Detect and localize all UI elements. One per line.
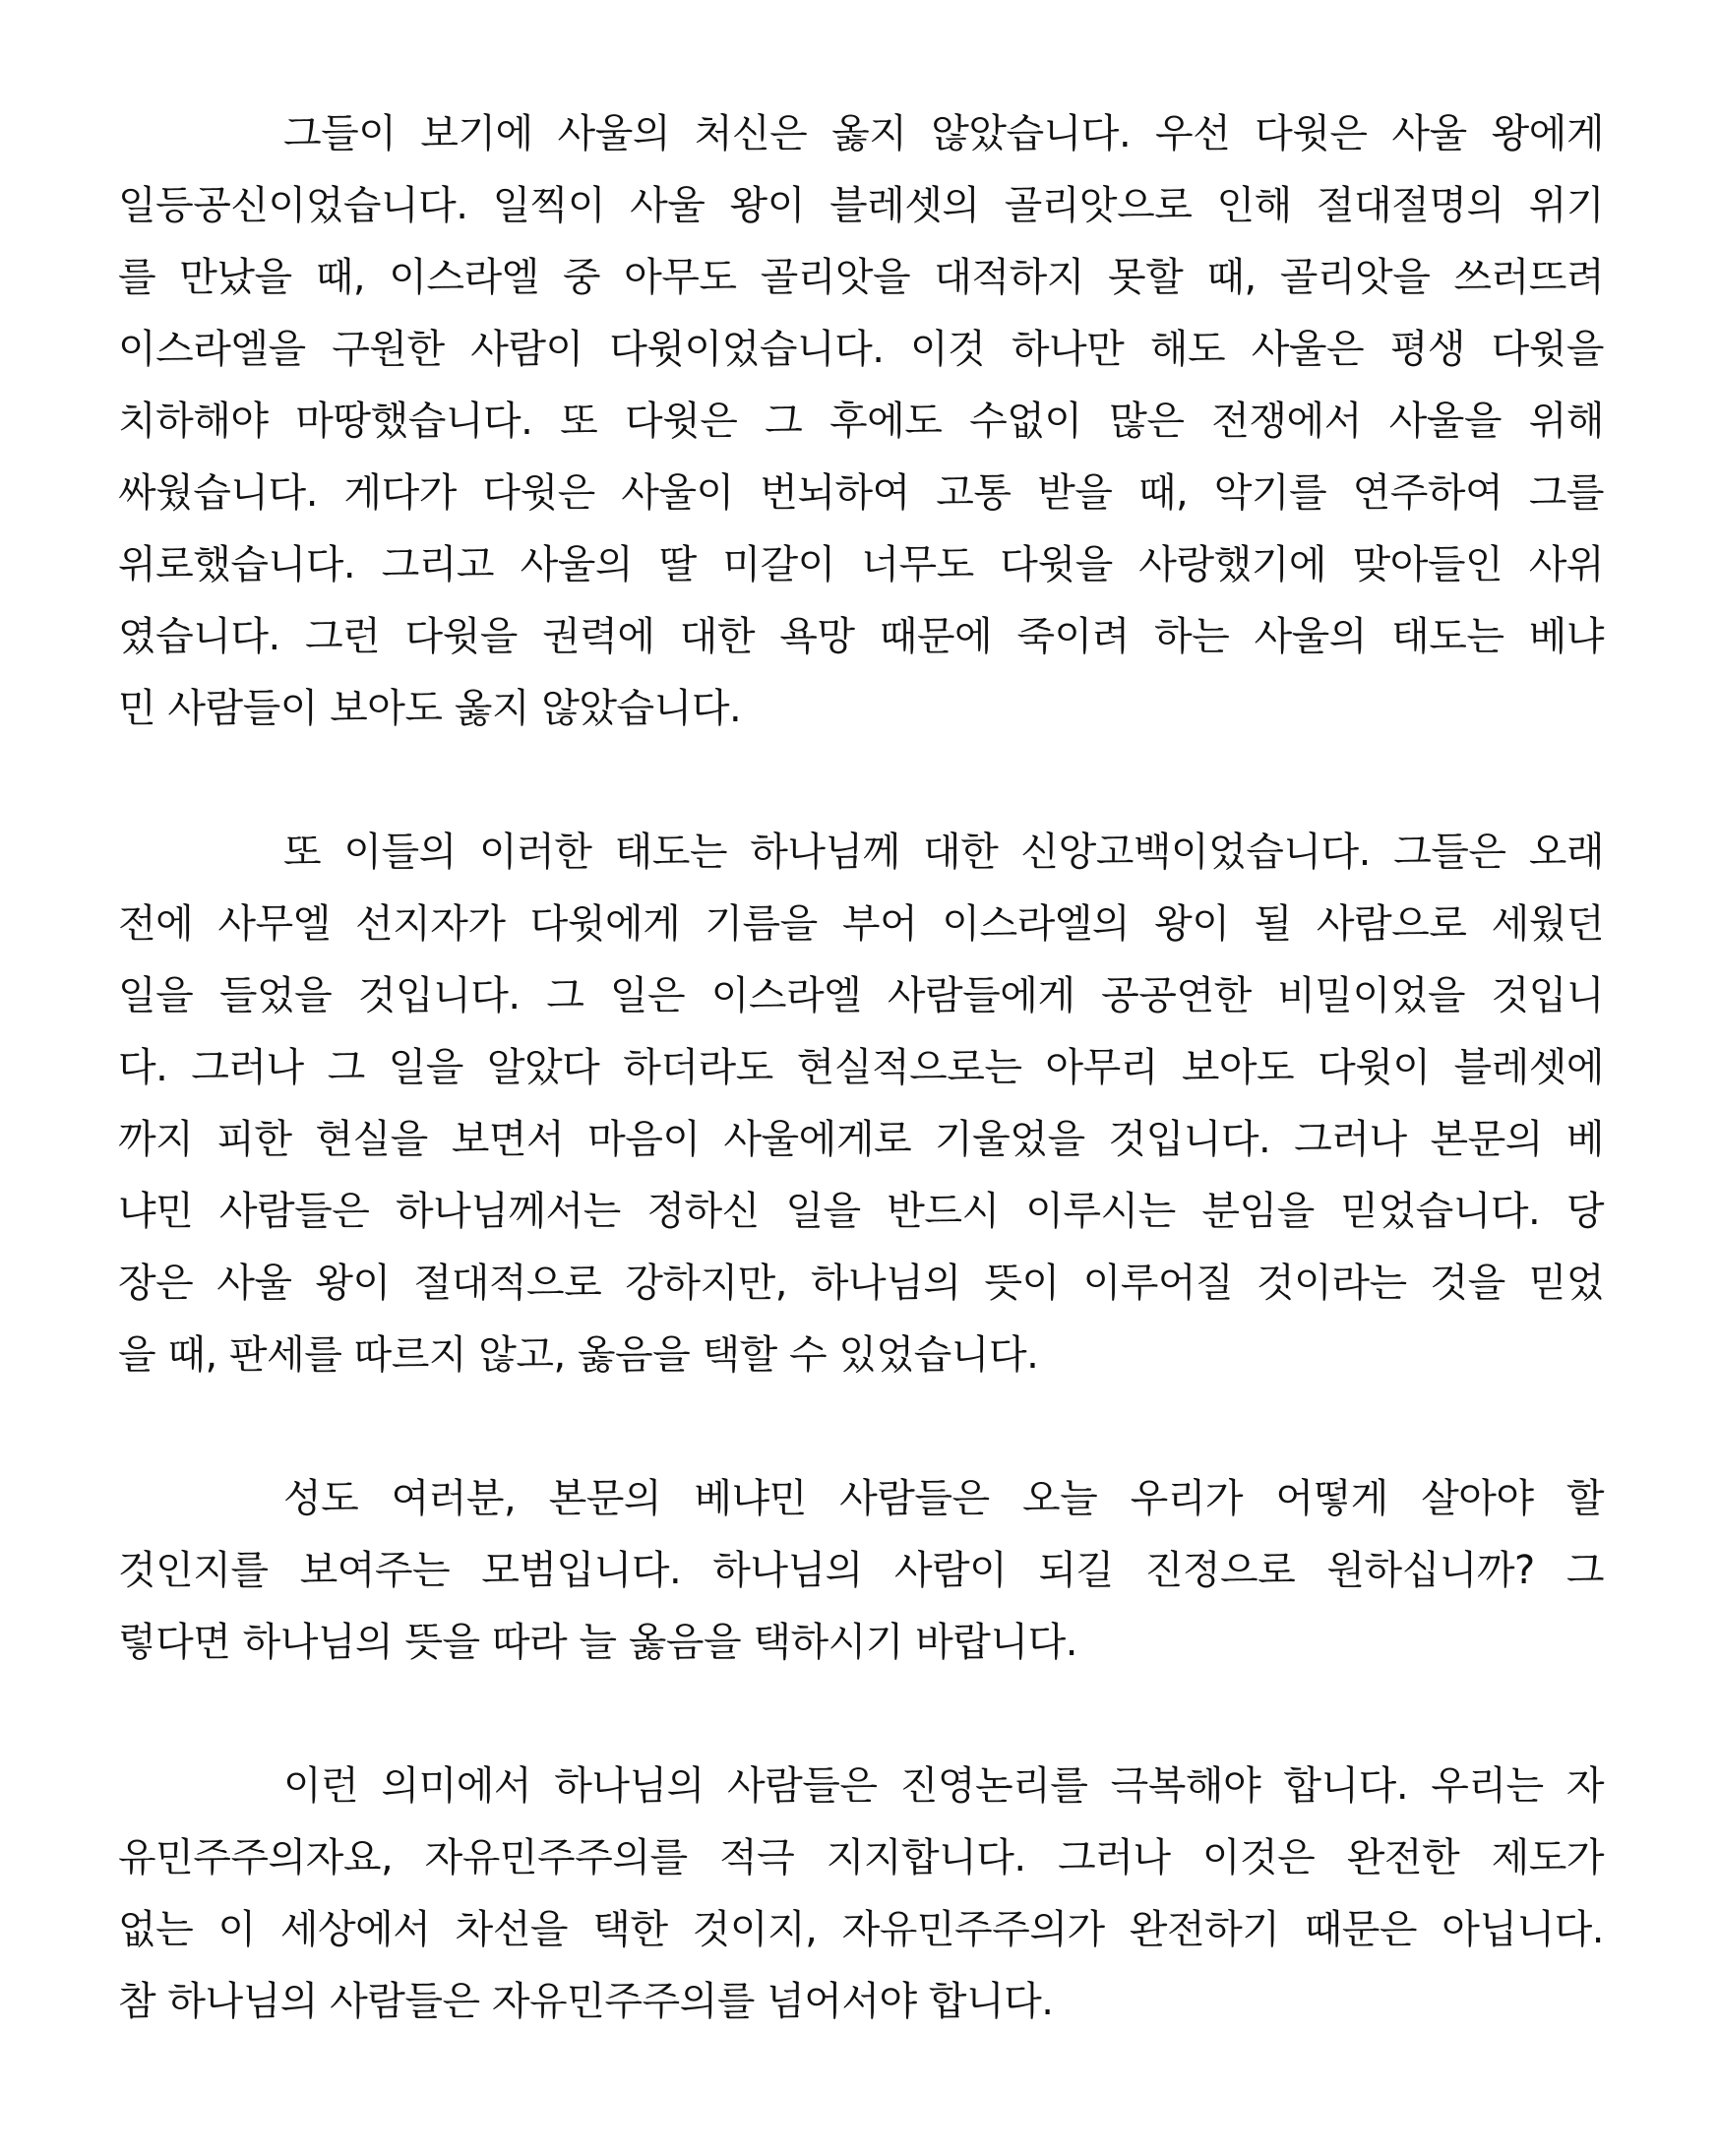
text-line: 민 사람들이 보아도 옳지 않았습니다.	[118, 686, 742, 731]
text-line: 전에 사무엘 선지자가 다윗에게 기름을 부어 이스라엘의 왕이 될 사람으로 세웠던	[118, 901, 1604, 947]
text-line: 냐민 사람들은 하나님께서는 정하신 일을 반드시 이루시는 분임을 믿었습니다. 당	[118, 1189, 1604, 1234]
text-line: 를 만났을 때, 이스라엘 중 아무도 골리앗을 대적하지 못할 때, 골리앗을 쓰러뜨려	[118, 255, 1604, 300]
text-line: 것인지를 보여주는 모범입니다. 하나님의 사람이 되길 진정으로 원하십니까? 그	[118, 1548, 1604, 1593]
text-line: 없는 이 세상에서 차선을 택한 것이지, 자유민주주의가 완전하기 때문은 아닙니다.	[118, 1907, 1604, 1952]
text-line: 유민주주의자요, 자유민주주의를 적극 지지합니다. 그러나 이것은 완전한 제도가	[118, 1835, 1604, 1880]
text-line: 까지 피한 현실을 보면서 마음이 사울에게로 기울었을 것입니다. 그러나 본문의 베	[118, 1117, 1604, 1162]
text-line: 성도 여러분, 본문의 베냐민 사람들은 오늘 우리가 어떻게 살아야 할	[283, 1476, 1604, 1521]
text-line: 싸웠습니다. 게다가 다윗은 사울이 번뇌하여 고통 받을 때, 악기를 연주하여 그를	[118, 470, 1604, 516]
text-line: 일을 들었을 것입니다. 그 일은 이스라엘 사람들에게 공공연한 비밀이었을 것입니	[118, 973, 1604, 1018]
text-line: 다. 그러나 그 일을 알았다 하더라도 현실적으로는 아무리 보아도 다윗이 블레셋에	[118, 1045, 1604, 1090]
text-line: 이스라엘을 구원한 사람이 다윗이었습니다. 이것 하나만 해도 사울은 평생 다윗을	[118, 327, 1604, 372]
document-page	[118, 98, 1604, 2110]
paragraph-4	[118, 1751, 1604, 2038]
text-line: 치하해야 마땅했습니다. 또 다윗은 그 후에도 수없이 많은 전쟁에서 사울을 위해	[118, 399, 1604, 444]
text-line: 일등공신이었습니다. 일찍이 사울 왕이 블레셋의 골리앗으로 인해 절대절명의 위기	[118, 183, 1604, 228]
text-line: 위로했습니다. 그리고 사울의 딸 미갈이 너무도 다윗을 사랑했기에 맞아들인 사위	[118, 542, 1604, 587]
text-line: 였습니다. 그런 다윗을 권력에 대한 욕망 때문에 죽이려 하는 사울의 태도는 베냐	[118, 614, 1604, 659]
text-line: 렇다면 하나님의 뜻을 따라 늘 옳음을 택하시기 바랍니다.	[118, 1620, 1077, 1665]
text-line: 그들이 보기에 사울의 처신은 옳지 않았습니다. 우선 다윗은 사울 왕에게	[283, 111, 1604, 156]
paragraph-1	[118, 98, 1604, 745]
text-line: 참 하나님의 사람들은 자유민주주의를 넘어서야 합니다.	[118, 1979, 1054, 2024]
paragraph-2	[118, 817, 1604, 1391]
text-line: 장은 사울 왕이 절대적으로 강하지만, 하나님의 뜻이 이루어질 것이라는 것을 믿었	[118, 1261, 1604, 1306]
paragraph-3	[118, 1463, 1604, 1679]
text-line: 을 때, 판세를 따르지 않고, 옳음을 택할 수 있었습니다.	[118, 1332, 1039, 1378]
text-line: 이런 의미에서 하나님의 사람들은 진영논리를 극복해야 합니다. 우리는 자	[283, 1763, 1604, 1809]
text-line: 또 이들의 이러한 태도는 하나님께 대한 신앙고백이었습니다. 그들은 오래	[283, 830, 1604, 875]
